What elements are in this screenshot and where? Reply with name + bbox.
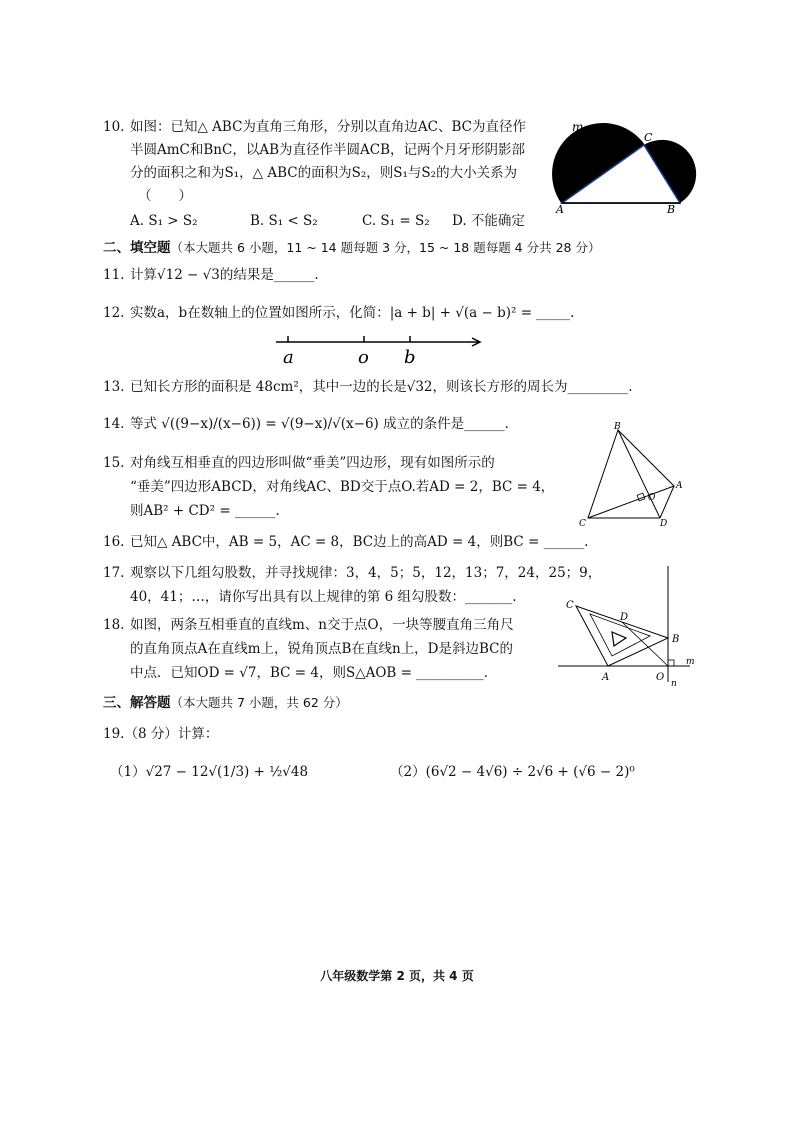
q10-option-b: B. S₁ < S₂	[250, 213, 318, 229]
q15-line-2: “垂美”四边形ABCD，对角线AC、BD交于点O.若AD = 2，BC = 4，	[130, 479, 555, 495]
q19-header-text: （8 分）计算：	[124, 726, 219, 742]
q18-line-2: 的直角顶点A在直线m上，锐角顶点B在直线n上，D是斜边BC的	[130, 641, 513, 657]
q18-label-o: O	[656, 672, 665, 683]
q19-number: 19.	[103, 726, 125, 742]
q18-set-square-figure	[558, 566, 698, 690]
q10-answer-bracket: （ ）	[138, 188, 192, 204]
q10-line-2: 半圆AmC和BnC，以AB为直径作半圆ACB，记两个月牙形阴影部	[130, 142, 525, 158]
q17-line-2: 40，41；…，请你写出具有以上规律的第 6 组勾股数：_______.	[130, 589, 517, 605]
q12-number: 12.	[103, 305, 125, 321]
q10-line-1: 如图：已知△ ABC为直角三角形，分别以直角边AC、BC为直径作	[130, 119, 527, 135]
q18-label-n: n	[671, 679, 677, 689]
q10-line-3: 分的面积之和为S₁，△ ABC的面积为S₂，则S₁与S₂的大小关系为	[130, 165, 518, 181]
q18-line-3: 中点．已知OD = √7，BC = 4，则S△AOB = __________.	[130, 665, 489, 681]
q15-quadrilateral-figure	[576, 420, 688, 530]
q12-number-line	[272, 330, 486, 370]
q15-label-b: B	[614, 422, 621, 432]
q19-part-2: （2）(6√2 − 4√6) ÷ 2√6 + (√6 − 2)⁰	[390, 764, 635, 780]
q10-label-c: C	[644, 131, 653, 144]
q15-line-1: 对角线互相垂直的四边形叫做“垂美”四边形，现有如图所示的	[130, 455, 495, 471]
q18-label-b: B	[672, 634, 680, 645]
q12-text: 实数a，b在数轴上的位置如图所示，化简：|a + b| + √(a − b)² = _____.	[130, 305, 575, 321]
q18-number: 18.	[103, 617, 125, 633]
q10-option-d: D. 不能确定	[452, 213, 525, 229]
page-footer: 八年级数学第 2 页，共 4 页	[320, 969, 474, 983]
q10-label-m: m	[572, 120, 584, 134]
q18-label-d: D	[620, 612, 629, 623]
q10-label-a: A	[556, 203, 564, 215]
q15-label-d: D	[660, 519, 668, 529]
q17-number: 17.	[103, 565, 125, 581]
q10-number: 10.	[103, 119, 125, 135]
section-3-title: 三、解答题	[103, 695, 171, 711]
section-2-note: （本大题共 6 小题，11 ~ 14 题每题 3 分，15 ~ 18 题每题 4 分共 28 分）	[170, 240, 601, 255]
section-2-title: 二、填空题	[103, 240, 171, 256]
q10-option-c: C. S₁ = S₂	[362, 213, 430, 229]
q17-line-1: 观察以下几组勾股数，并寻找规律：3，4，5；5，12，13；7，24，25；9，	[130, 565, 602, 581]
q11-number: 11.	[103, 267, 125, 283]
q10-label-b: B	[667, 203, 676, 215]
q14-number: 14.	[103, 416, 125, 432]
q15-label-c: C	[579, 519, 586, 529]
q13-text: 已知长方形的面积是 48cm²，其中一边的长是√32，则该长方形的周长为_________.	[130, 379, 633, 395]
q14-text: 等式 √((9−x)/(x−6)) = √(9−x)/√(x−6) 成立的条件是______.	[130, 416, 509, 432]
section-2-heading	[103, 238, 600, 258]
q18-label-c: C	[566, 600, 574, 611]
q10-crescent-figure	[552, 115, 700, 215]
q18-label-m: m	[686, 657, 695, 667]
q10-option-a: A. S₁ > S₂	[130, 213, 198, 229]
q16-text: 已知△ ABC中，AB = 5，AC = 8，BC边上的高AD = 4，则BC = ______.	[130, 534, 589, 550]
section-3-heading	[103, 693, 348, 713]
q18-label-a: A	[602, 672, 610, 683]
q16-number: 16.	[103, 534, 125, 550]
q15-number: 15.	[103, 455, 125, 471]
q15-line-3: 则AB² + CD² = ______.	[130, 503, 280, 519]
q10-label-n: n	[680, 150, 688, 164]
q15-label-a: A	[676, 481, 683, 491]
q19-header	[103, 724, 218, 744]
q11-text: 计算√12 − √3的结果是______.	[130, 267, 319, 283]
q12-axis-label-b: b	[404, 347, 416, 368]
section-3-note: （本大题共 7 小题，共 62 分）	[170, 695, 348, 710]
q12-axis-label-o: o	[358, 347, 369, 368]
q18-line-1: 如图，两条互相垂直的直线m、n交于点O，一块等腰直角三角尺	[130, 617, 514, 633]
q13-number: 13.	[103, 379, 125, 395]
q12-axis-label-a: a	[283, 347, 294, 368]
q15-label-o: O	[648, 493, 656, 503]
q19-part-1: （1）√27 − 12√(1/3) + ½√48	[110, 764, 309, 780]
